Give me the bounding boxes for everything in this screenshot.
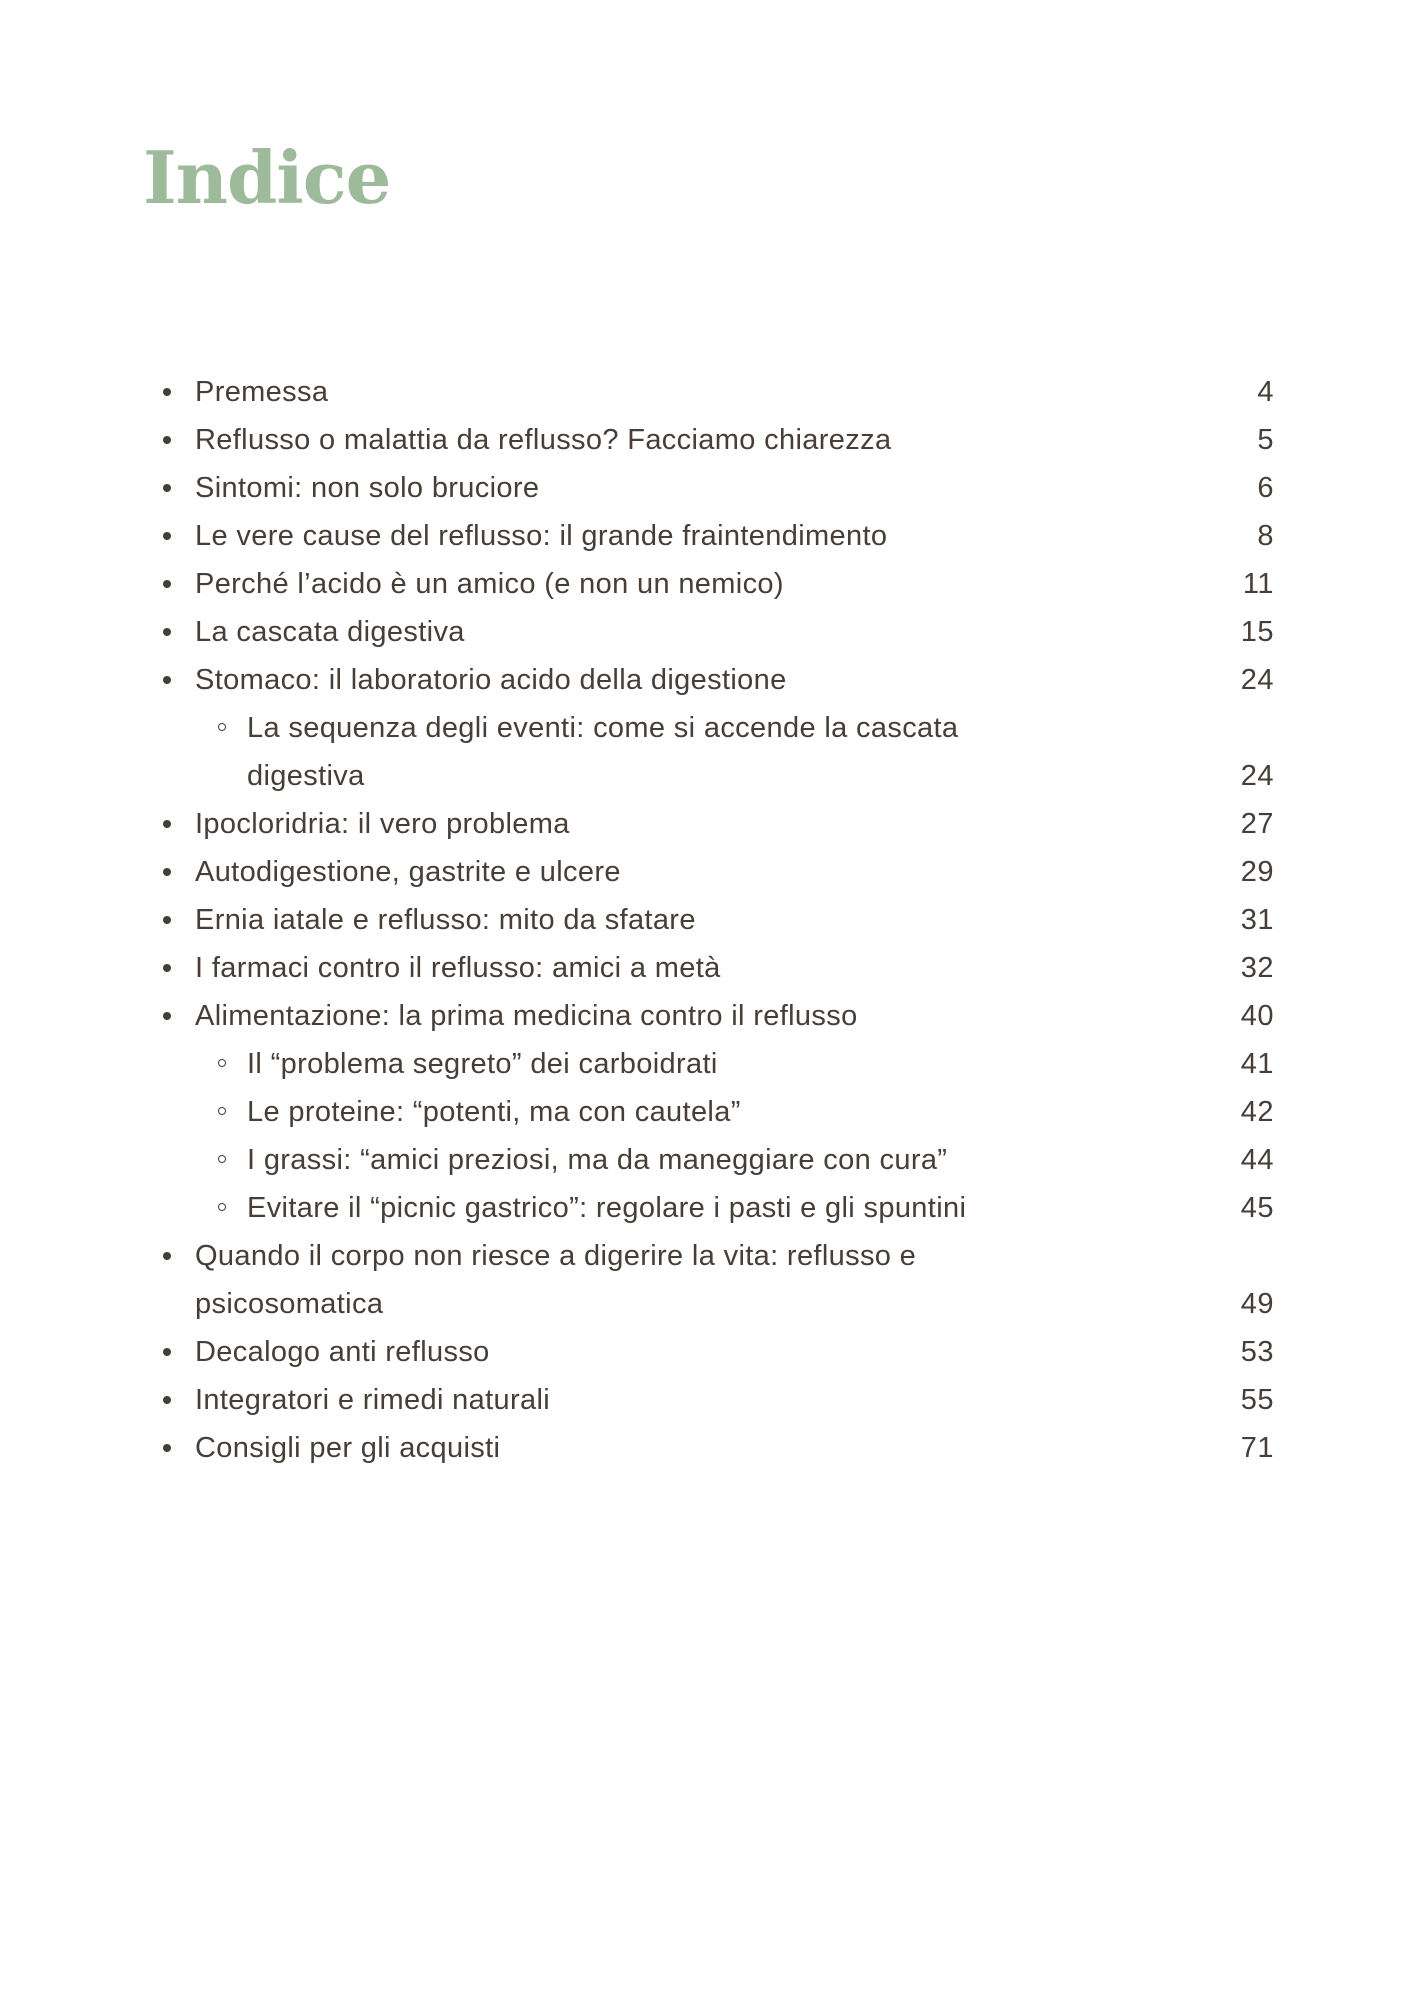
toc-entry-title: I grassi: “amici preziosi, ma da maneggiare con cura” xyxy=(247,1144,948,1176)
toc-page-number: 45 xyxy=(1240,1192,1274,1224)
toc-page-number: 42 xyxy=(1240,1096,1274,1128)
toc-page-number: 5 xyxy=(1257,424,1274,456)
bullet-icon xyxy=(163,388,171,396)
toc-entry-title: Ipocloridria: il vero problema xyxy=(195,808,570,840)
toc-page-number: 29 xyxy=(1240,856,1274,888)
bullet-icon xyxy=(163,532,171,540)
toc-entry[interactable] xyxy=(150,896,1274,944)
toc-page-number: 24 xyxy=(1240,760,1274,792)
toc-entry-title: Autodigestione, gastrite e ulcere xyxy=(195,856,621,888)
hollow-bullet-icon xyxy=(218,1155,226,1163)
toc-entry[interactable] xyxy=(150,1232,1274,1280)
toc-page-number: 44 xyxy=(1240,1144,1274,1176)
toc-page-number: 40 xyxy=(1240,1000,1274,1032)
toc-entry[interactable] xyxy=(150,368,1274,416)
toc-page-number: 24 xyxy=(1240,664,1274,696)
toc-entry-title: Le proteine: “potenti, ma con cautela” xyxy=(247,1096,741,1128)
toc-entry-title: Evitare il “picnic gastrico”: regolare i pasti e gli spuntini xyxy=(247,1192,967,1224)
toc-page-number: 31 xyxy=(1240,904,1274,936)
toc-entry-title: Integratori e rimedi naturali xyxy=(195,1384,551,1416)
toc-entry[interactable] xyxy=(150,1376,1274,1424)
toc-entry-title: Stomaco: il laboratorio acido della digestione xyxy=(195,664,787,696)
bullet-icon xyxy=(163,964,171,972)
toc-entry-title: psicosomatica xyxy=(195,1288,384,1320)
toc-entry-title: Sintomi: non solo bruciore xyxy=(195,472,540,504)
page-title: Indice xyxy=(143,135,391,220)
toc-page-number: 49 xyxy=(1240,1288,1274,1320)
toc-entry[interactable] xyxy=(150,512,1274,560)
toc-entry-title: Consigli per gli acquisti xyxy=(195,1432,501,1464)
toc-subentry[interactable] xyxy=(150,1136,1274,1184)
bullet-icon xyxy=(163,820,171,828)
bullet-icon xyxy=(163,628,171,636)
toc-entry-title: Le vere cause del reflusso: il grande fraintendimento xyxy=(195,520,888,552)
toc-entry[interactable] xyxy=(150,416,1274,464)
bullet-icon xyxy=(163,1348,171,1356)
toc-entry[interactable] xyxy=(150,1280,1274,1328)
toc-subentry[interactable] xyxy=(150,1040,1274,1088)
toc-page-number: 32 xyxy=(1240,952,1274,984)
hollow-bullet-icon xyxy=(218,1107,226,1115)
toc-entry-title: Quando il corpo non riesce a digerire la vita: reflusso e xyxy=(195,1240,917,1272)
toc-entry[interactable] xyxy=(150,656,1274,704)
toc-entry[interactable] xyxy=(150,944,1274,992)
bullet-icon xyxy=(163,916,171,924)
toc-entry[interactable] xyxy=(150,1424,1274,1472)
toc-entry-title: Alimentazione: la prima medicina contro il reflusso xyxy=(195,1000,858,1032)
toc-entry-title: Decalogo anti reflusso xyxy=(195,1336,490,1368)
toc-entry-title: digestiva xyxy=(247,760,365,792)
toc-page-number: 4 xyxy=(1257,376,1274,408)
toc-entry-title: I farmaci contro il reflusso: amici a metà xyxy=(195,952,721,984)
bullet-icon xyxy=(163,868,171,876)
hollow-bullet-icon xyxy=(218,1203,226,1211)
bullet-icon xyxy=(163,436,171,444)
toc-entry-title: Reflusso o malattia da reflusso? Facciamo chiarezza xyxy=(195,424,892,456)
toc-page-number: 55 xyxy=(1240,1384,1274,1416)
toc-subentry[interactable] xyxy=(150,704,1274,752)
toc-page-number: 71 xyxy=(1240,1432,1274,1464)
bullet-icon xyxy=(163,1396,171,1404)
bullet-icon xyxy=(163,1444,171,1452)
toc-page-number: 15 xyxy=(1240,616,1274,648)
toc-entry[interactable] xyxy=(150,800,1274,848)
toc-page-number: 27 xyxy=(1240,808,1274,840)
toc-subentry[interactable] xyxy=(150,1184,1274,1232)
toc-entry[interactable] xyxy=(150,848,1274,896)
toc-page-number: 11 xyxy=(1242,568,1274,600)
hollow-bullet-icon xyxy=(218,1059,226,1067)
bullet-icon xyxy=(163,676,171,684)
toc-entry-title: Premessa xyxy=(195,376,329,408)
toc-entry-title: Perché l’acido è un amico (e non un nemico) xyxy=(195,568,784,600)
toc-page-number: 53 xyxy=(1240,1336,1274,1368)
toc-entry[interactable] xyxy=(150,464,1274,512)
toc-entry[interactable] xyxy=(150,992,1274,1040)
toc-entry-title: Ernia iatale e reflusso: mito da sfatare xyxy=(195,904,696,936)
bullet-icon xyxy=(163,484,171,492)
toc-entry-title: La sequenza degli eventi: come si accende la cascata xyxy=(247,712,959,744)
toc-page-number: 41 xyxy=(1240,1048,1274,1080)
toc-entry[interactable] xyxy=(150,1328,1274,1376)
bullet-icon xyxy=(163,1252,171,1260)
toc-subentry[interactable] xyxy=(150,752,1274,800)
bullet-icon xyxy=(163,580,171,588)
toc-entry[interactable] xyxy=(150,608,1274,656)
hollow-bullet-icon xyxy=(218,723,226,731)
toc-subentry[interactable] xyxy=(150,1088,1274,1136)
toc-entry[interactable] xyxy=(150,560,1274,608)
toc-entry-title: Il “problema segreto” dei carboidrati xyxy=(247,1048,718,1080)
toc-entry-title: La cascata digestiva xyxy=(195,616,465,648)
toc-page-number: 6 xyxy=(1257,472,1274,504)
toc-page-number: 8 xyxy=(1257,520,1274,552)
bullet-icon xyxy=(163,1012,171,1020)
